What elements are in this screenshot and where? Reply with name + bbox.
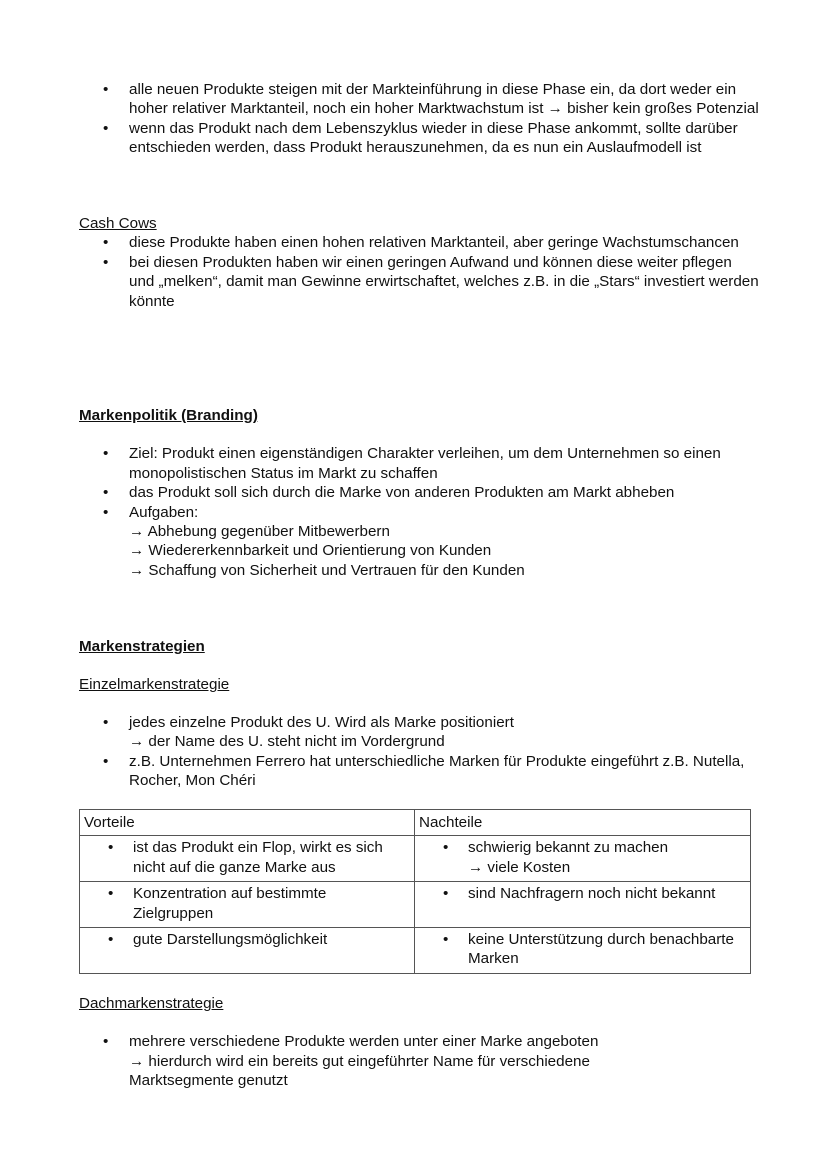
task-item: → Abhebung gegenüber Mitbewerbern bbox=[129, 523, 390, 541]
list-item-text: jedes einzelne Produkt des U. Wird als Marke positioniert bbox=[129, 713, 514, 731]
list-item-subtext: → der Name des U. steht nicht im Vordergrund bbox=[129, 733, 445, 751]
cell-subtext: → viele Kosten bbox=[468, 858, 571, 876]
table-row bbox=[80, 882, 751, 928]
list-item bbox=[79, 713, 759, 752]
list-item: • bei diesen Produkten haben wir einen geringen Aufwand und können diese weiter pflegen und „melken“, damit man Gewinne erwirtschaftet, welches z.B. in die „Stars“ investiert werden könnte bbox=[79, 253, 759, 311]
cash-cows-section bbox=[79, 214, 759, 311]
list-item-text: mehrere verschiedene Produkte werden unter einer Marke angeboten bbox=[129, 1033, 599, 1051]
cell-text bbox=[419, 838, 746, 877]
table-cell bbox=[415, 836, 751, 882]
table-header-row bbox=[80, 810, 751, 836]
table-cell bbox=[415, 928, 751, 974]
branding-section bbox=[79, 406, 759, 580]
task-item: → Schaffung von Sicherheit und Vertrauen für den Kunden bbox=[129, 561, 525, 579]
table-row bbox=[80, 928, 751, 974]
pros-cons-table bbox=[79, 809, 751, 974]
branding-heading: Markenpolitik (Branding) bbox=[79, 407, 258, 424]
header-cons: Nachteile bbox=[415, 810, 751, 836]
list-item: • wenn das Produkt nach dem Lebenszyklus wieder in diese Phase ankommt, sollte darüber entschieden werden, dass Produkt herauszunehmen, da es nun ein Auslaufmodell ist bbox=[79, 119, 759, 158]
list-item: • alle neuen Produkte steigen mit der Markteinführung in diese Phase ein, da dort weder ein hoher relativer Marktanteil, noch ein hoher Marktwachstum ist → bisher kein großes Potenzial bbox=[79, 80, 759, 119]
dach-section bbox=[79, 994, 759, 1091]
list-item-subtext: → hierdurch wird ein bereits gut eingeführter Name für verschiedene Marktsegmente genutzt bbox=[129, 1052, 590, 1090]
list-item: • z.B. Unternehmen Ferrero hat unterschiedliche Marken für Produkte eingeführt z.B. Nutella, Rocher, Mon Chéri bbox=[79, 752, 759, 791]
dach-list bbox=[79, 1032, 759, 1090]
strategies-section bbox=[79, 637, 759, 790]
poor-dogs-section bbox=[79, 80, 759, 158]
table-cell bbox=[80, 836, 415, 882]
tasks-label: Aufgaben: bbox=[129, 503, 199, 521]
task-item: → Wiedererkennbarkeit und Orientierung von Kunden bbox=[129, 542, 492, 560]
branding-list bbox=[79, 444, 759, 580]
cell-text: • keine Unterstützung durch benachbarte Marken bbox=[419, 930, 746, 969]
cell-text: • sind Nachfragern noch nicht bekannt bbox=[419, 884, 746, 903]
list-item bbox=[79, 503, 759, 581]
cell-text: • ist das Produkt ein Flop, wirkt es sich nicht auf die ganze Marke aus bbox=[84, 838, 410, 877]
list-item: • Ziel: Produkt einen eigenständigen Charakter verleihen, um dem Unternehmen so einen monopolistischen Status im Markt zu schaffen bbox=[79, 444, 759, 483]
list-item: • das Produkt soll sich durch die Marke von anderen Produkten am Markt abheben bbox=[79, 483, 759, 502]
poor-dogs-list bbox=[79, 80, 759, 158]
list-item bbox=[79, 1032, 759, 1090]
table-cell bbox=[415, 882, 751, 928]
table-row bbox=[80, 836, 751, 882]
strategies-heading: Markenstrategien bbox=[79, 638, 205, 655]
table-cell bbox=[80, 882, 415, 928]
list-item: • diese Produkte haben einen hohen relativen Marktanteil, aber geringe Wachstumschancen bbox=[79, 233, 759, 252]
cell-text: • gute Darstellungsmöglichkeit bbox=[84, 930, 410, 949]
table-cell bbox=[80, 928, 415, 974]
cash-cows-heading: Cash Cows bbox=[79, 215, 157, 232]
cell-text: • Konzentration auf bestimmte Zielgruppen bbox=[84, 884, 410, 923]
einzel-list bbox=[79, 713, 759, 791]
einzel-heading: Einzelmarkenstrategie bbox=[79, 676, 230, 694]
cash-cows-list bbox=[79, 233, 759, 311]
cell-main-text: schwierig bekannt zu machen bbox=[468, 839, 669, 857]
header-pros: Vorteile bbox=[80, 810, 415, 836]
dach-heading: Dachmarkenstrategie bbox=[79, 995, 224, 1012]
